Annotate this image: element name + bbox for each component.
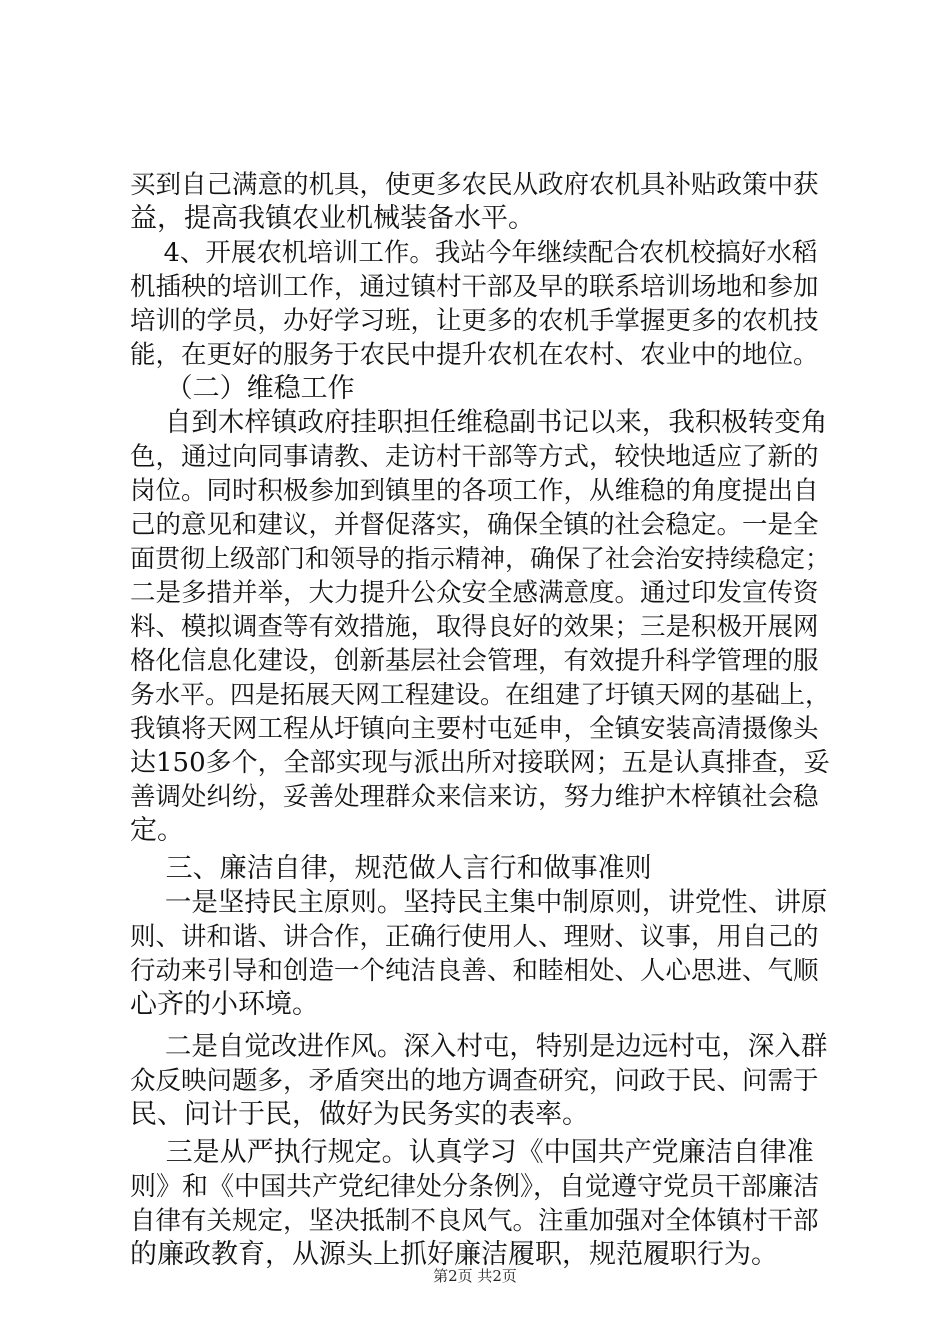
text-line: 我镇将天网工程从圩镇向主要村屯延申，全镇安装高清摄像头 — [130, 714, 819, 744]
text-line: 务水平。四是拓展天网工程建设。在组建了圩镇天网的基础上， — [130, 680, 830, 709]
text-line: 达150多个，全部实现与派出所对接联网；五是认真排查，妥 — [130, 748, 830, 778]
text-line: 格化信息化建设，创新基层社会管理，有效提升科学管理的服 — [130, 646, 819, 676]
text-line: 培训的学员，办好学习班，让更多的农机手掌握更多的农机技 — [130, 306, 819, 336]
text-line: 机插秧的培训工作，通过镇村干部及早的联系培训场地和参加 — [130, 272, 819, 302]
text-line: 众反映问题多，矛盾突出的地方调查研究，问政于民、问需于 — [130, 1066, 819, 1096]
text-line: 二是自觉改进作风。深入村屯，特别是边远村屯，深入群 — [130, 1031, 828, 1062]
text-line: 民、问计于民，做好为民务实的表率。 — [130, 1099, 589, 1130]
text-line: 4、开展农机培训工作。我站今年继续配合农机校搞好水稻 — [130, 238, 818, 268]
text-line: 的廉政教育，从源头上抓好廉洁履职，规范履职行为。 — [130, 1239, 778, 1270]
page-footer: 第2页 共2页 — [433, 1267, 517, 1285]
text-line: 自律有关规定，坚决抵制不良风气。注重加强对全体镇村干部 — [130, 1206, 819, 1236]
text-line: 三是从严执行规定。认真学习《中国共产党廉洁自律准 — [130, 1137, 814, 1168]
text-line: 行动来引导和创造一个纯洁良善、和睦相处、人心思进、气顺 — [130, 956, 819, 986]
text-line: 定。 — [130, 815, 184, 846]
text-line: 则、讲和谐、讲合作，正确行使用人、理财、议事，用自己的 — [130, 922, 819, 952]
text-line: 三、廉洁自律，规范做人言行和做事准则 — [130, 853, 652, 884]
text-line: 岗位。同时积极参加到镇里的各项工作，从维稳的角度提出自 — [130, 476, 819, 506]
text-line: 买到自己满意的机具，使更多农民从政府农机具补贴政策中获 — [130, 170, 819, 200]
text-line: 二是多措并举，大力提升公众安全感满意度。通过印发宣传资 — [130, 578, 819, 608]
text-line: 一是坚持民主原则。坚持民主集中制原则，讲党性、讲原 — [130, 887, 828, 918]
text-line: 己的意见和建议，并督促落实，确保全镇的社会稳定。一是全 — [130, 510, 819, 540]
text-line: 色，通过向同事请教、走访村干部等方式，较快地适应了新的 — [130, 442, 819, 472]
text-line: 能，在更好的服务于农民中提升农机在农村、农业中的地位。 — [130, 340, 819, 370]
text-line: 自到木梓镇政府挂职担任维稳副书记以来，我积极转变角 — [130, 407, 828, 438]
text-line: 则》和《中国共产党纪律处分条例》，自觉遵守党员干部廉洁 — [130, 1172, 820, 1202]
text-line: 善调处纠纷，妥善处理群众来信来访，努力维护木梓镇社会稳 — [130, 782, 819, 812]
text-line: 益，提高我镇农业机械装备水平。 — [130, 203, 535, 234]
text-line: （二）维稳工作 — [130, 373, 355, 404]
text-line: 料、模拟调查等有效措施，取得良好的效果；三是积极开展网 — [130, 612, 819, 642]
text-line: 心齐的小环境。 — [130, 989, 319, 1020]
text-line: 面贯彻上级部门和领导的指示精神，确保了社会治安持续稳定； — [130, 544, 830, 573]
